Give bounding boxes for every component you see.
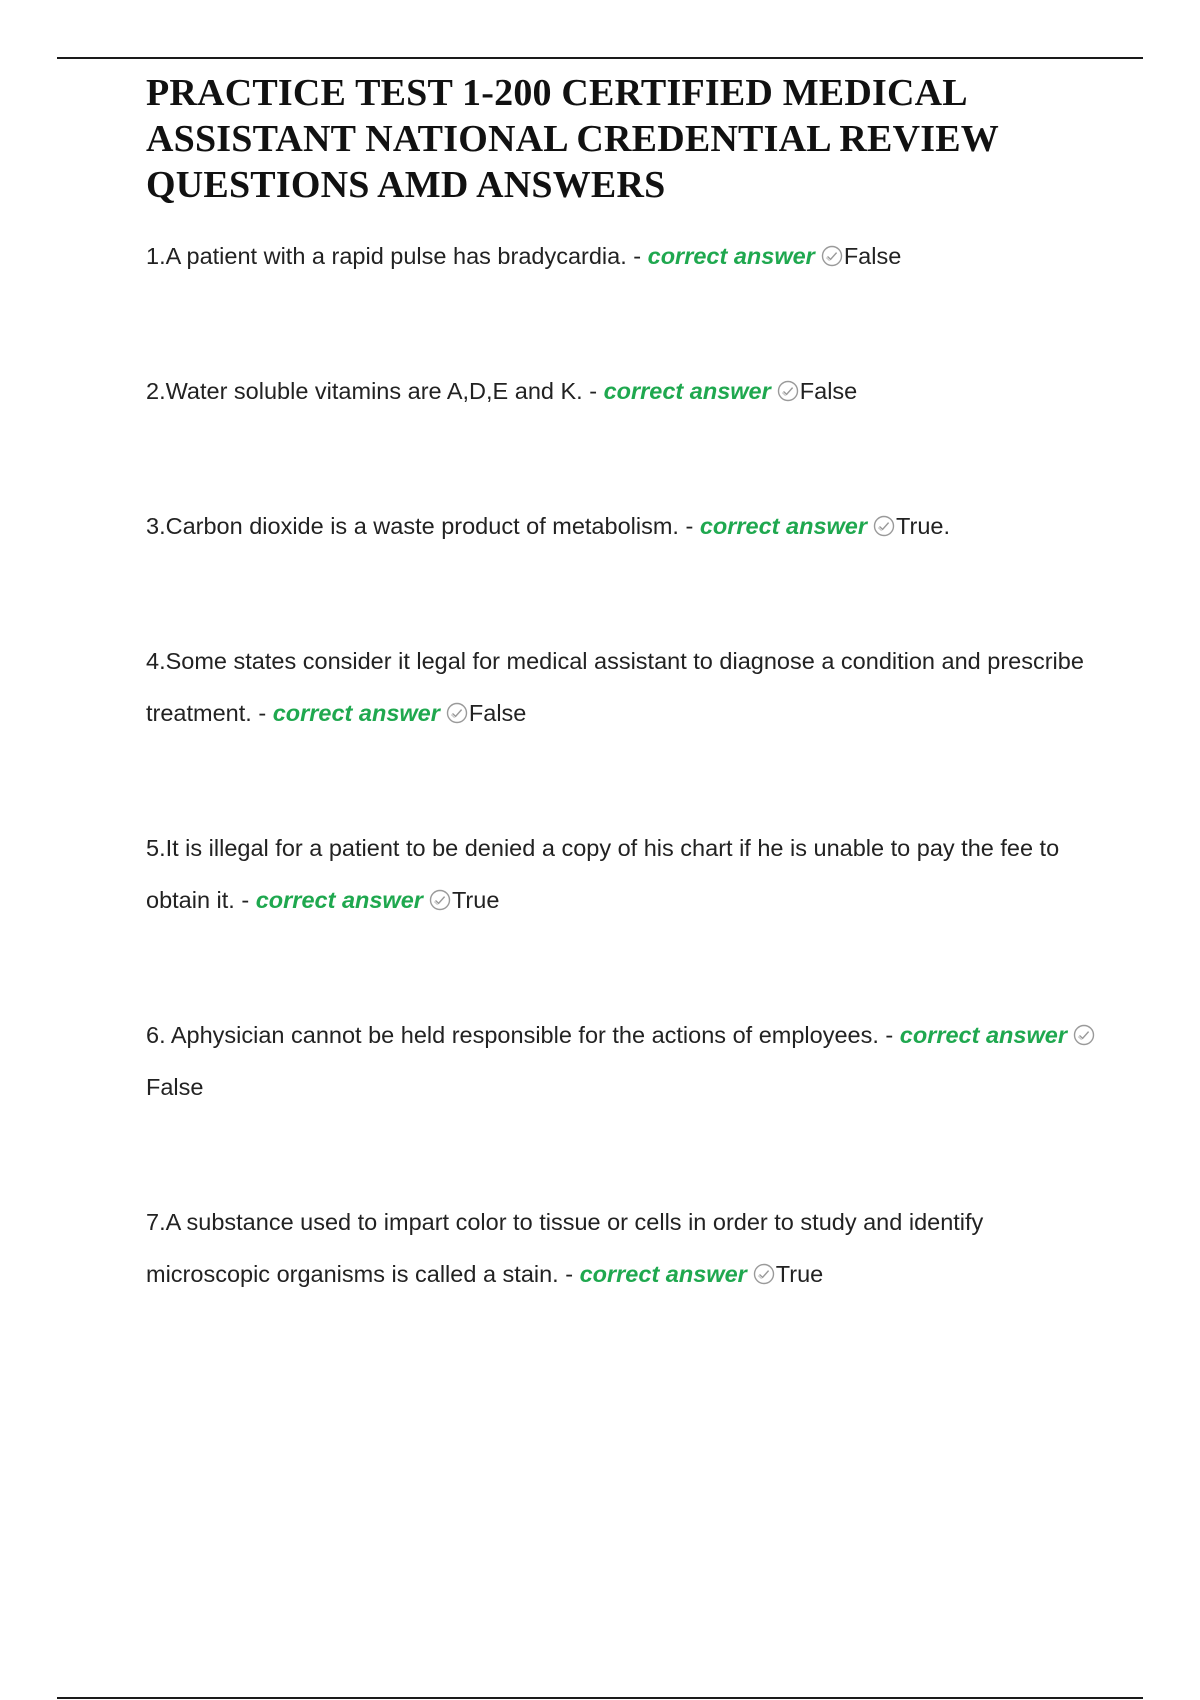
question-text: 4.Some states consider it legal for medical assistant to diagnose a condition and prescribe treatment. - <box>146 648 1084 726</box>
correct-answer-label: correct answer <box>603 378 771 404</box>
answer-value: False <box>799 378 858 404</box>
correct-answer-label: correct answer <box>255 887 423 913</box>
qa-item-1 <box>146 230 1106 282</box>
check-circle-icon <box>429 889 451 911</box>
question-text: 3.Carbon dioxide is a waste product of metabolism. - <box>146 513 700 539</box>
answer-value: True. <box>896 513 951 539</box>
qa-item-5 <box>146 822 1106 926</box>
answer-value: False <box>843 243 902 269</box>
correct-answer-label: correct answer <box>899 1022 1067 1048</box>
answer-value: False <box>468 700 527 726</box>
top-divider <box>57 57 1143 59</box>
check-circle-icon <box>753 1263 775 1285</box>
check-circle-icon <box>873 515 895 537</box>
check-circle-icon <box>777 380 799 402</box>
correct-answer-label: correct answer <box>579 1261 747 1287</box>
check-circle-icon <box>821 245 843 267</box>
qa-item-7 <box>146 1196 1106 1300</box>
check-circle-icon <box>1073 1024 1095 1046</box>
document-title: PRACTICE TEST 1-200 CERTIFIED MEDICAL ASSISTANT NATIONAL CREDENTIAL REVIEW QUESTIONS AMD ANSWERS <box>146 72 999 206</box>
correct-answer-label: correct answer <box>272 700 440 726</box>
qa-item-4 <box>146 635 1106 739</box>
question-text: 2.Water soluble vitamins are A,D,E and K. - <box>146 378 604 404</box>
answer-value: True <box>451 887 500 913</box>
question-text: 7.A substance used to impart color to tissue or cells in order to study and identify microscopic organisms is called a stain. - <box>146 1209 984 1287</box>
qa-item-2 <box>146 365 1106 417</box>
correct-answer-label: correct answer <box>647 243 815 269</box>
answer-value: True <box>775 1261 824 1287</box>
correct-answer-label: correct answer <box>699 513 868 539</box>
question-text: 5.It is illegal for a patient to be denied a copy of his chart if he is unable to pay the fee to obtain it. - <box>146 835 1060 913</box>
question-text: 6. Aphysician cannot be held responsible for the actions of employees. - <box>146 1022 900 1048</box>
document-body <box>146 70 1106 1300</box>
question-text: 1.A patient with a rapid pulse has bradycardia. - <box>146 243 648 269</box>
qa-item-6 <box>146 1009 1106 1113</box>
qa-item-3 <box>146 500 1106 552</box>
qa-list <box>146 230 1106 1300</box>
bottom-divider <box>57 1697 1143 1699</box>
check-circle-icon <box>446 702 468 724</box>
answer-value: False <box>146 1074 204 1100</box>
